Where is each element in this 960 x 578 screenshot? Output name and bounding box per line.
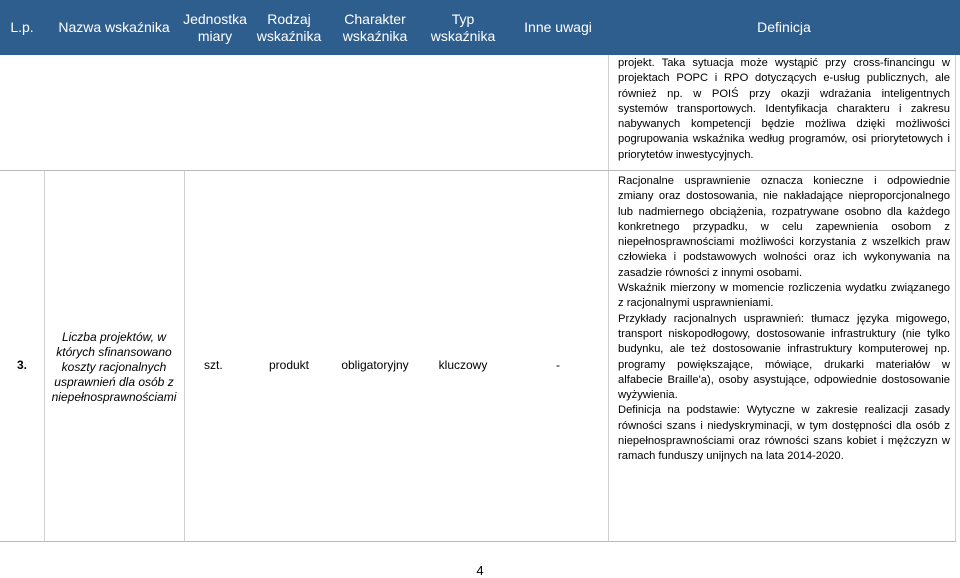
- header-type: Typ wskaźnika: [430, 10, 496, 44]
- row-type: kluczowy: [438, 358, 488, 372]
- header-name: Nazwa wskaźnika: [58, 19, 170, 35]
- column-line-definition: [608, 55, 609, 542]
- row-character: obligatoryjny: [341, 358, 409, 372]
- row-definition: [618, 174, 950, 465]
- row-unit: szt.: [204, 358, 223, 372]
- header-character: Charakter wskaźnika: [342, 10, 408, 44]
- column-line-right: [955, 55, 956, 542]
- column-line-2: [184, 170, 185, 542]
- header-kind: Rodzaj wskaźnika: [256, 10, 322, 44]
- header-unit: Jednostka miary: [183, 10, 247, 44]
- table-bottom-border: [0, 541, 956, 542]
- row-notes: -: [556, 358, 560, 372]
- page-number: 4: [476, 563, 484, 578]
- definition-p2: Wskaźnik mierzony w momencie rozliczenia wydatku związanego z racjonalnymi usprawnieniami.: [618, 282, 950, 310]
- continuation-text: projekt. Taka sytuacja może wystąpić przy cross-financingu w projektach POPC i RPO dotyczących e-usług publicznych, ale również np. w POIŚ przy okazji wdrażania inteligentnych systemów transportowych. Identyfikacja charakteru i zakresu nabywanych kompetencji będzie możliwa dzięki możliwości pogrupowania wskaźnika według programów, osi priorytetowych i priorytetów inwestycyjnych.: [618, 57, 950, 161]
- continuation-definition: [618, 56, 950, 163]
- table-header: [0, 0, 960, 55]
- row-divider: [0, 170, 956, 171]
- definition-p1: Racjonalne usprawnienie oznacza konieczne i odpowiednie zmiany oraz dostosowania, nie nakładające nieproporcjonalnego lub nadmiernego obciążenia, rozpatrywane osobno dla każdego konkretnego przypadku, w celu zapewnienia osobom z niepełnosprawnościami możliwości korzystania z wszelkich praw człowieka i podstawowych wolności oraz ich wykonywania na zasadzie równości z innymi osobami.: [618, 175, 950, 279]
- definition-p3: Przykłady racjonalnych usprawnień: tłumacz języka migowego, transport niskopodłogowy, dostosowanie infrastruktury (nie tylko budynku, ale też dostosowanie infrastruktury komputerowej np. programy powiększające, mówiące, drukarki materiałów w alfabecie Braille'a), osoby asystujące, odpowiednie dostosowanie wyżywienia.: [618, 312, 950, 402]
- row-lp: 3.: [16, 358, 27, 372]
- header-notes: Inne uwagi: [524, 19, 592, 35]
- row-kind: produkt: [268, 358, 310, 372]
- indicator-name: Liczba projektów, w których sfinansowano koszty racjonalnych usprawnień dla osób z niepełnosprawnościami: [51, 330, 177, 404]
- definition-p4: Definicja na podstawie: Wytyczne w zakresie realizacji zasady równości szans i niedyskryminacji, w tym dostępności dla osób z niepełnosprawnościami oraz równości szans kobiet i mężczyzn w ramach funduszy unijnych na lata 2014-2020.: [618, 404, 950, 463]
- header-lp: L.p.: [10, 19, 34, 35]
- header-definition: Definicja: [757, 19, 811, 35]
